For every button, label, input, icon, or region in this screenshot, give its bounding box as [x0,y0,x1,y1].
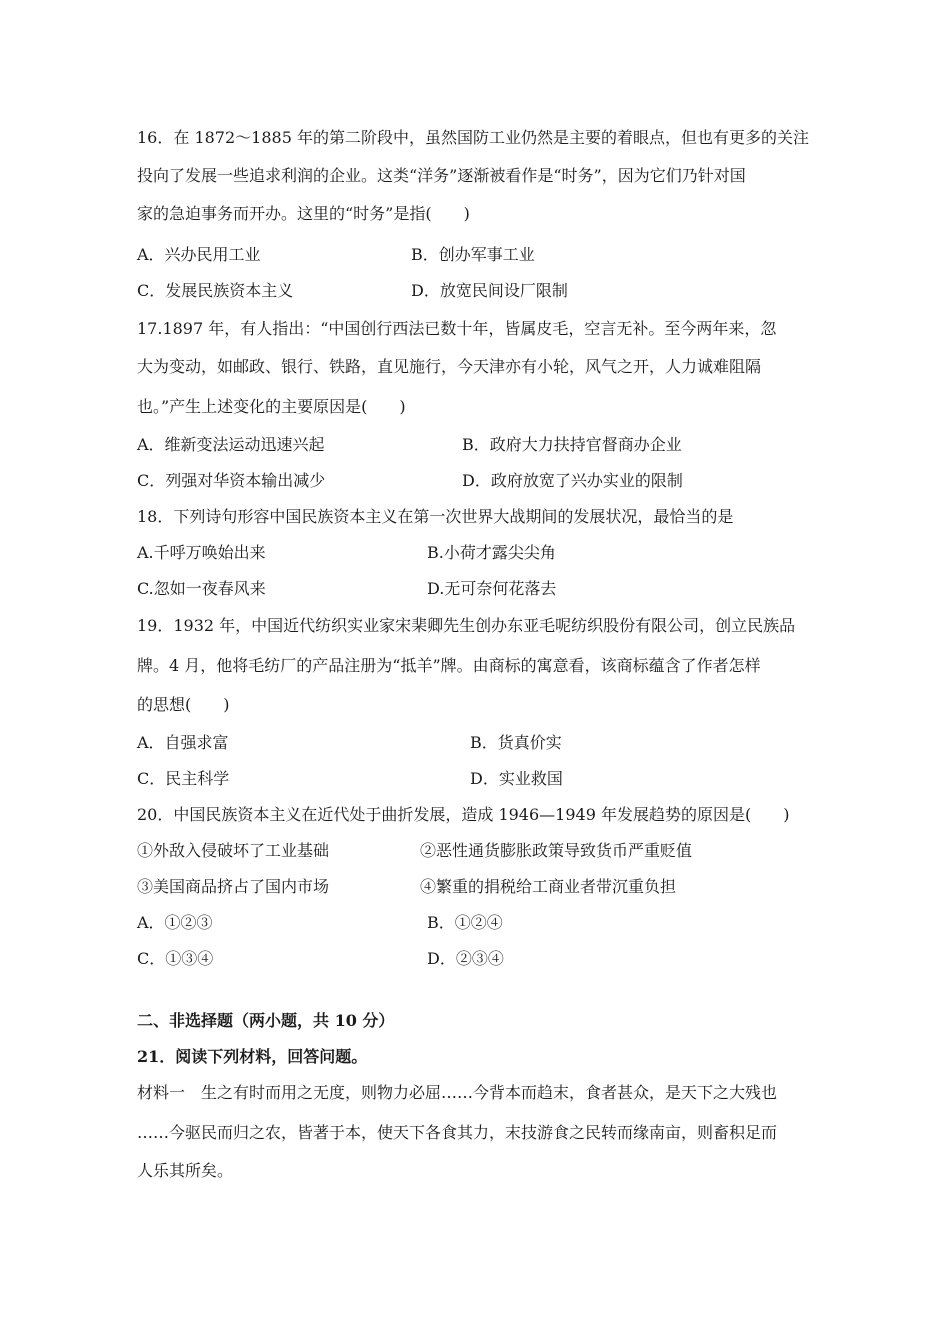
q17-option-d: D．政府放宽了兴办实业的限制 [462,471,683,490]
q18-option-c: C.忽如一夜春风来 [137,579,266,598]
q16-line-3: 家的急迫事务而开办。这里的“时务”是指( ) [137,204,470,223]
q19-line-1: 19．1932 年，中国近代纺织实业家宋棐卿先生创办东亚毛呢纺织股份有限公司，创立民族品 [137,616,796,635]
q20-item-1: ①外敌入侵破坏了工业基础 [137,841,330,860]
q19-line-3: 的思想( ) [137,695,230,714]
q20-line-1: 20．中国民族资本主义在近代处于曲折发展，造成 1946—1949 年发展趋势的原因是( ) [137,805,790,824]
q17-option-c: C．列强对华资本输出减少 [137,471,326,490]
q17-line-3: 也。”产生上述变化的主要原因是( ) [137,397,406,416]
q16-option-c: C．发展民族资本主义 [137,281,294,300]
q16-line-2: 投向了发展一些追求利润的企业。这类“洋务”逐渐被看作是“时务”，因为它们乃针对国 [137,166,746,185]
q18-line-1: 18．下列诗句形容中国民族资本主义在第一次世界大战期间的发展状况，最恰当的是 [137,507,734,526]
q18-option-b: B.小荷才露尖尖角 [427,543,556,562]
q16-option-d: D．放宽民间设厂限制 [411,281,568,300]
q16-option-b: B．创办军事工业 [411,245,535,264]
q20-item-2: ②恶性通货膨胀政策导致货币严重贬值 [420,841,693,860]
q19-line-2: 牌。4 月，他将毛纺厂的产品注册为“抵羊”牌。由商标的寓意看，该商标蕴含了作者怎样 [137,656,761,675]
q17-line-1: 17.1897 年，有人指出：“中国创行西法已数十年，皆属皮毛，空言无补。至今两年来，忽 [137,319,777,338]
q16-option-a: A．兴办民用工业 [137,245,261,264]
q21-title: 21．阅读下列材料，回答问题。 [137,1047,368,1066]
q20-option-b: B．①②④ [427,913,503,932]
q20-item-3: ③美国商品挤占了国内市场 [137,877,330,896]
q17-option-a: A．维新变法运动迅速兴起 [137,435,325,454]
q19-option-b: B．货真价实 [470,733,562,752]
material-line-3: 人乐其所矣。 [137,1161,234,1180]
q18-option-a: A.千呼万唤始出来 [137,543,266,562]
q19-option-a: A．自强求富 [137,733,229,752]
q19-option-d: D．实业救国 [470,769,563,788]
q18-option-d: D.无可奈何花落去 [427,579,557,598]
section-heading: 二、非选择题（两小题，共 10 分） [137,1011,395,1030]
q20-option-a: A．①②③ [137,913,213,932]
q19-option-c: C．民主科学 [137,769,230,788]
q20-item-4: ④繁重的捐税给工商业者带沉重负担 [420,877,677,896]
q17-option-b: B．政府大力扶持官督商办企业 [462,435,682,454]
material-line-1: 材料一 生之有时而用之无度，则物力必屈……今背本而趋末，食者甚众，是天下之大残也 [137,1083,778,1102]
q16-line-1: 16．在 1872～1885 年的第二阶段中，虽然国防工业仍然是主要的着眼点，但也有更多的关注 [137,128,809,147]
q17-line-2: 大为变动，如邮政、银行、铁路，直见施行，今天津亦有小轮，风气之开，人力诚难阻隔 [137,357,762,376]
material-line-2: ……今驱民而归之农，皆著于本，使天下各食其力，末技游食之民转而缘南亩，则畜积足而 [137,1123,778,1142]
q20-option-c: C．①③④ [137,949,214,968]
q20-option-d: D．②③④ [427,949,504,968]
